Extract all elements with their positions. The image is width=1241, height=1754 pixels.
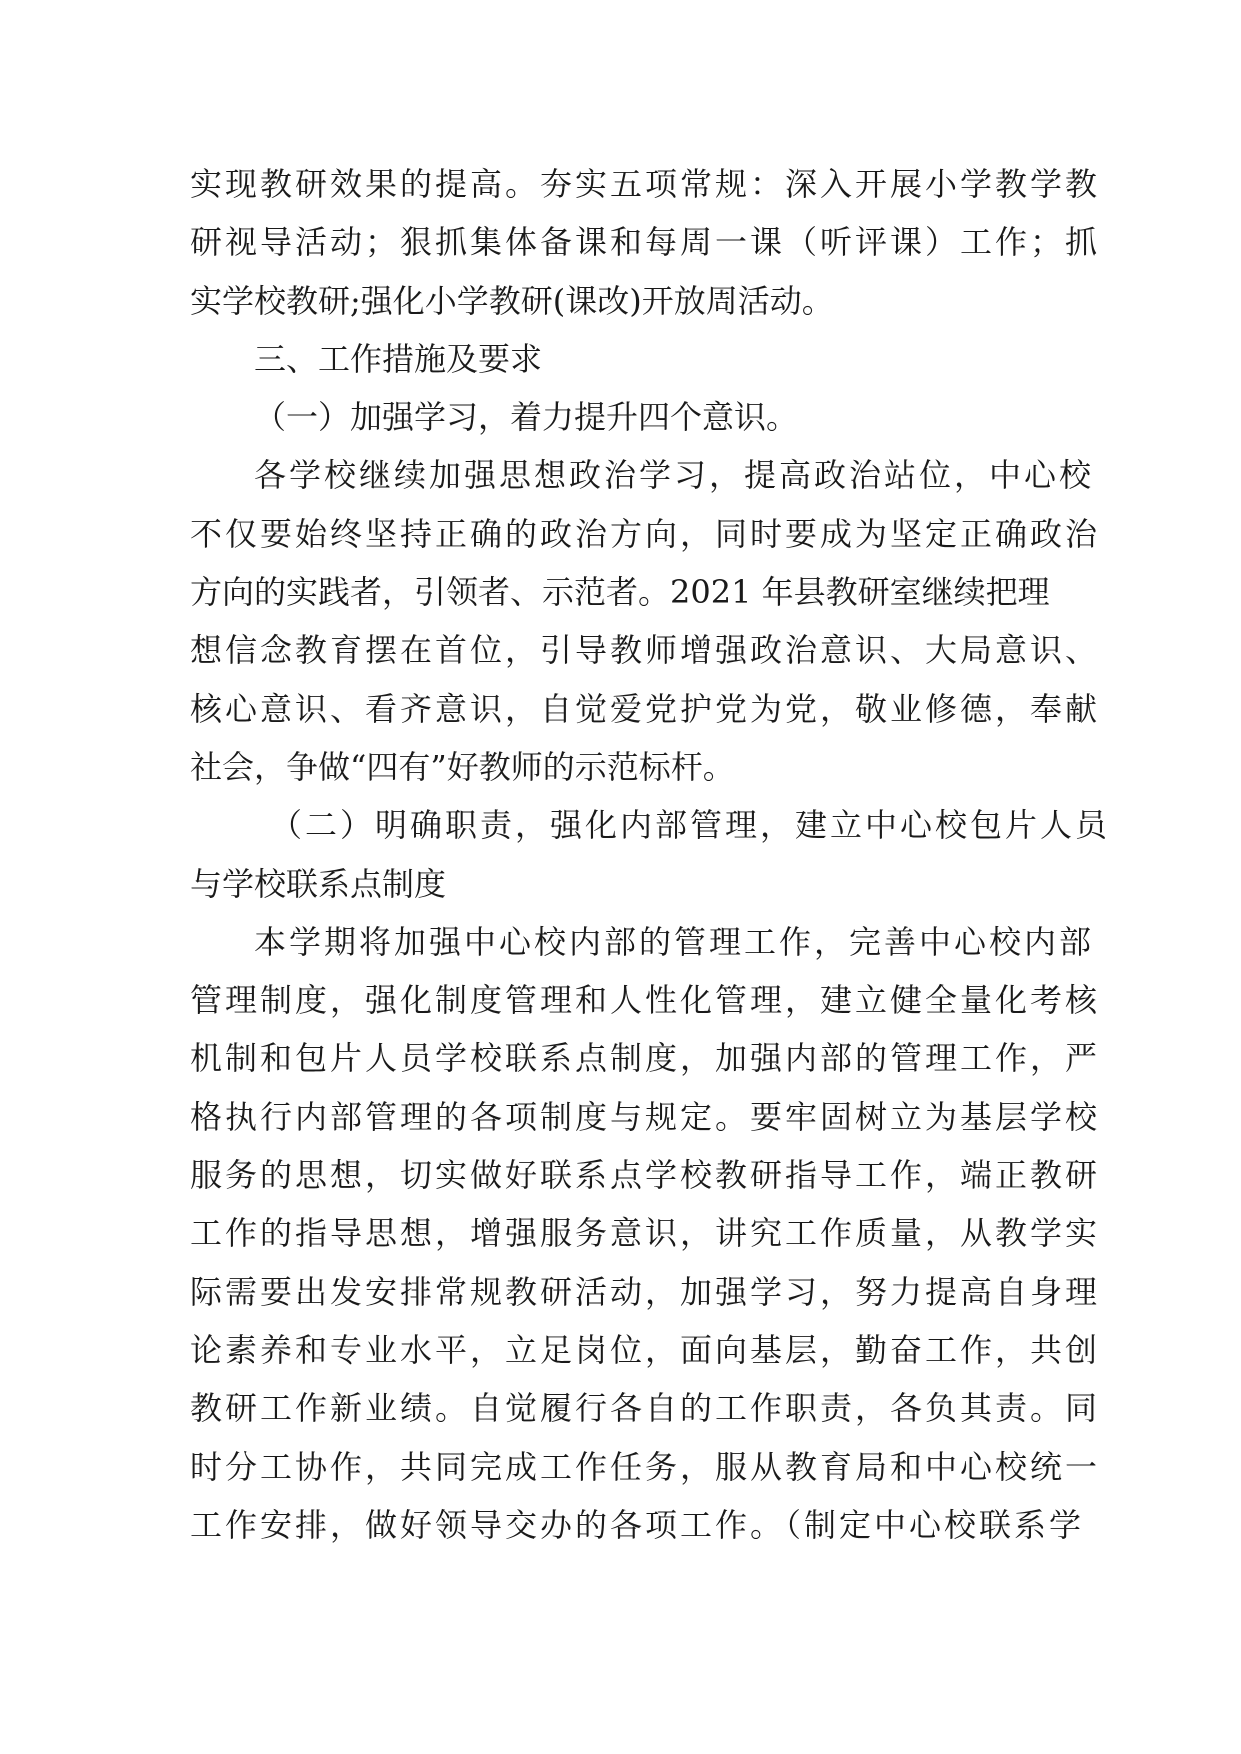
text-line: 核心意识、看齐意识，自觉爱党护党为党，敬业修德，奉献	[190, 689, 1101, 728]
text-line: 管理制度，强化制度管理和人性化管理，建立健全量化考核	[190, 981, 1101, 1020]
text-line: 机制和包片人员学校联系点制度，加强内部的管理工作，严	[190, 1039, 1101, 1078]
text-line: 方向的实践者，引领者、示范者。2021 年县教研室继续把理	[190, 573, 1050, 612]
text-line: 不仅要始终坚持正确的政治方向，同时要成为坚定正确政治	[190, 514, 1101, 553]
text-line: 际需要出发安排常规教研活动，加强学习，努力提高自身理	[190, 1272, 1101, 1311]
text-line: 格执行内部管理的各项制度与规定。要牢固树立为基层学校	[190, 1097, 1101, 1136]
text-line: 社会，争做“四有”好教师的示范标杆。	[190, 747, 735, 786]
text-line: 实学校教研;强化小学教研(课改)开放周活动。	[190, 281, 834, 320]
text-line: 教研工作新业绩。自觉履行各自的工作职责，各负其责。同	[190, 1389, 1101, 1428]
document-body	[190, 155, 1111, 1554]
text-line: 各学校继续加强思想政治学习，提高政治站位，中心校	[254, 456, 1095, 495]
text-line: 时分工协作，共同完成工作任务，服从教育局和中心校统一	[190, 1447, 1101, 1486]
text-line: 工作安排，做好领导交办的各项工作。（制定中心校联系学	[190, 1505, 1085, 1544]
text-line: 与学校联系点制度	[190, 864, 447, 903]
text-line: 本学期将加强中心校内部的管理工作，完善中心校内部	[254, 922, 1095, 961]
text-line: 论素养和专业水平，立足岗位，面向基层，勤奋工作，共创	[190, 1330, 1101, 1369]
text-line: 实现教研效果的提高。夯实五项常规：深入开展小学教学教	[190, 165, 1101, 203]
text-line: 工作的指导思想，增强服务意识，讲究工作质量，从教学实	[190, 1214, 1101, 1253]
section-heading: 三、工作措施及要求	[254, 339, 543, 378]
subsection-heading: （二）明确职责，强化内部管理，建立中心校包片人员	[270, 806, 1111, 845]
subsection-heading: （一）加强学习，着力提升四个意识。	[254, 398, 799, 437]
text-line: 想信念教育摆在首位，引导教师增强政治意识、大局意识、	[190, 631, 1101, 670]
text-line: 服务的思想，切实做好联系点学校教研指导工作，端正教研	[190, 1156, 1101, 1195]
text-line: 研视导活动；狠抓集体备课和每周一课（听评课）工作；抓	[190, 223, 1101, 262]
